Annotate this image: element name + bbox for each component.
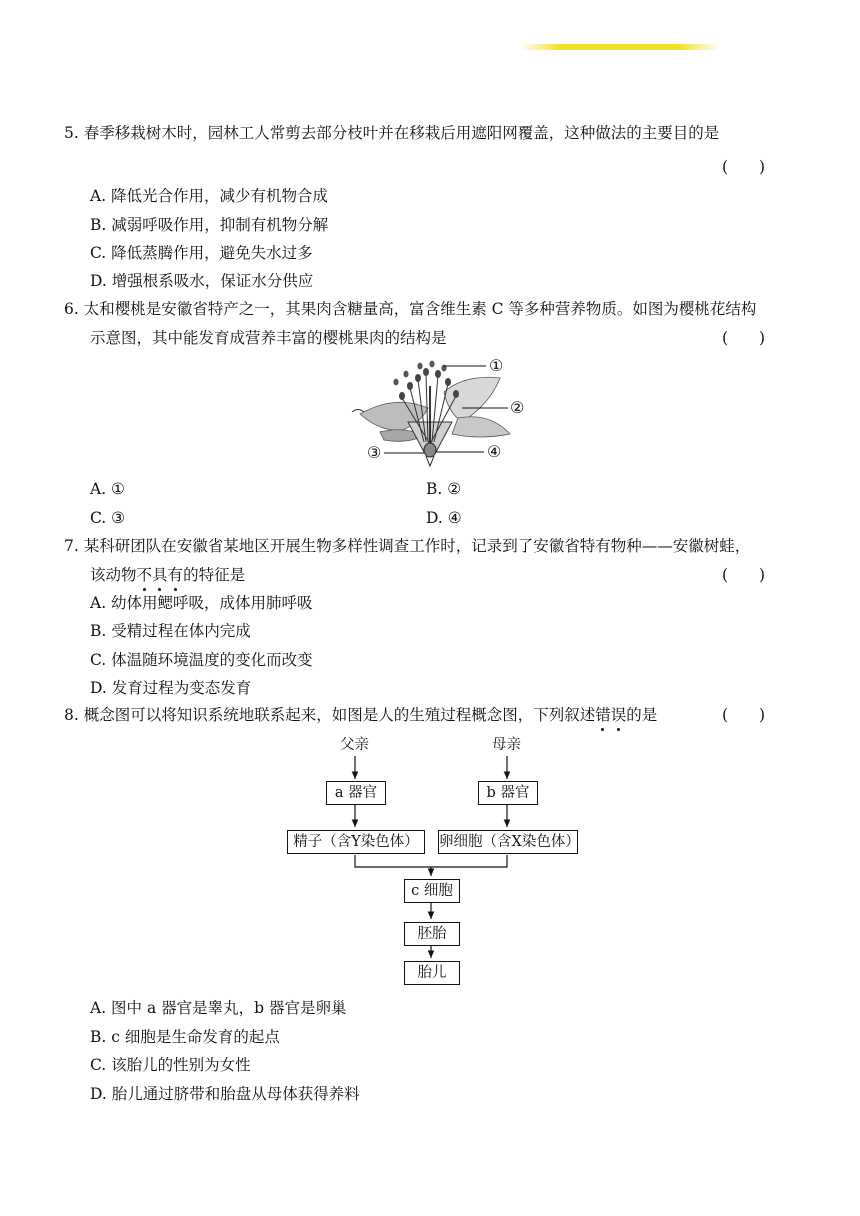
flower-label-4: ④ (487, 442, 502, 461)
q8-stem-suffix: 的是 (626, 706, 658, 724)
q7-stem-prefix: 该动物 (90, 566, 137, 584)
node-fetus: 胎儿 (404, 961, 460, 985)
q8-emphasis-char: 错 (595, 706, 611, 724)
q8-option-d: D. 胎儿通过脐带和胎盘从母体获得养料 (90, 1085, 360, 1103)
q8-option-c: C. 该胎儿的性别为女性 (90, 1056, 251, 1074)
q6-option-a: A. ① (90, 480, 125, 498)
q7-stem-suffix: 的特征是 (183, 566, 246, 584)
node-cell-c: c 细胞 (404, 879, 460, 903)
node-organ-b: b 器官 (478, 781, 538, 805)
q7-emphasis-char: 具 (152, 566, 168, 584)
q5-option-d: D. 增强根系吸水，保证水分供应 (90, 272, 314, 290)
q7-emphasis-char: 有 (167, 566, 184, 584)
q7-option-c: C. 体温随环境温度的变化而改变 (90, 651, 313, 669)
q6-option-b: B. ② (426, 480, 462, 498)
q8-option-a: A. 图中 a 器官是睾丸，b 器官是卵巢 (90, 999, 347, 1017)
q7-emphasis-char: 不 (136, 566, 153, 584)
q7-answer-paren: ( ) (722, 566, 766, 584)
q6-answer-paren: ( ) (722, 329, 766, 347)
q5-option-a: A. 降低光合作用，减少有机物合成 (90, 187, 329, 205)
q8-option-b: B. c 细胞是生命发育的起点 (90, 1028, 280, 1046)
q6-stem-line2: 示意图，其中能发育成营养丰富的樱桃果肉的结构是 (90, 329, 447, 347)
q6-option-c: C. ③ (90, 509, 126, 527)
q7-option-b: B. 受精过程在体内完成 (90, 622, 251, 640)
q8-emphasis-char: 误 (610, 706, 627, 724)
q8-answer-paren: ( ) (722, 706, 766, 724)
highlighter-mark (520, 44, 720, 50)
q5-option-b: B. 减弱呼吸作用，抑制有机物分解 (90, 216, 329, 234)
node-egg: 卵细胞（含X染色体） (438, 830, 578, 854)
q6-stem-line1: 6. 太和樱桃是安徽省特产之一，其果肉含糖量高，富含维生素 C 等多种营养物质。如图为樱桃花结构 (64, 300, 757, 318)
q7-option-d: D. 发育过程为变态发育 (90, 679, 252, 697)
node-embryo: 胚胎 (404, 922, 460, 946)
q5-answer-paren: ( ) (722, 158, 766, 176)
q8-stem-prefix: 8. 概念图可以将知识系统地联系起来，如图是人的生殖过程概念图，下列叙述 (64, 706, 596, 724)
q7-stem-line1: 7. 某科研团队在安徽省某地区开展生物多样性调查工作时，记录到了安徽省特有物种——安徽树蛙， (64, 537, 751, 555)
flower-label-1: ① (489, 356, 504, 375)
q6-option-d: D. ④ (426, 509, 462, 527)
q8-stem (64, 704, 657, 726)
q7-option-a: A. 幼体用鳃呼吸，成体用肺呼吸 (90, 594, 313, 612)
q5-stem: 5. 春季移栽树木时，园林工人常剪去部分枝叶并在移栽后用遮阳网覆盖，这种做法的主要目的是 (64, 124, 720, 142)
node-organ-a: a 器官 (326, 781, 386, 805)
flower-label-3: ③ (367, 443, 382, 462)
node-sperm: 精子（含Y染色体） (287, 830, 425, 854)
flower-label-2: ② (510, 398, 525, 417)
node-father: 父亲 (340, 737, 369, 753)
node-mother: 母亲 (492, 737, 521, 753)
q7-stem-line2 (90, 564, 245, 586)
q5-option-c: C. 降低蒸腾作用，避免失水过多 (90, 244, 313, 262)
